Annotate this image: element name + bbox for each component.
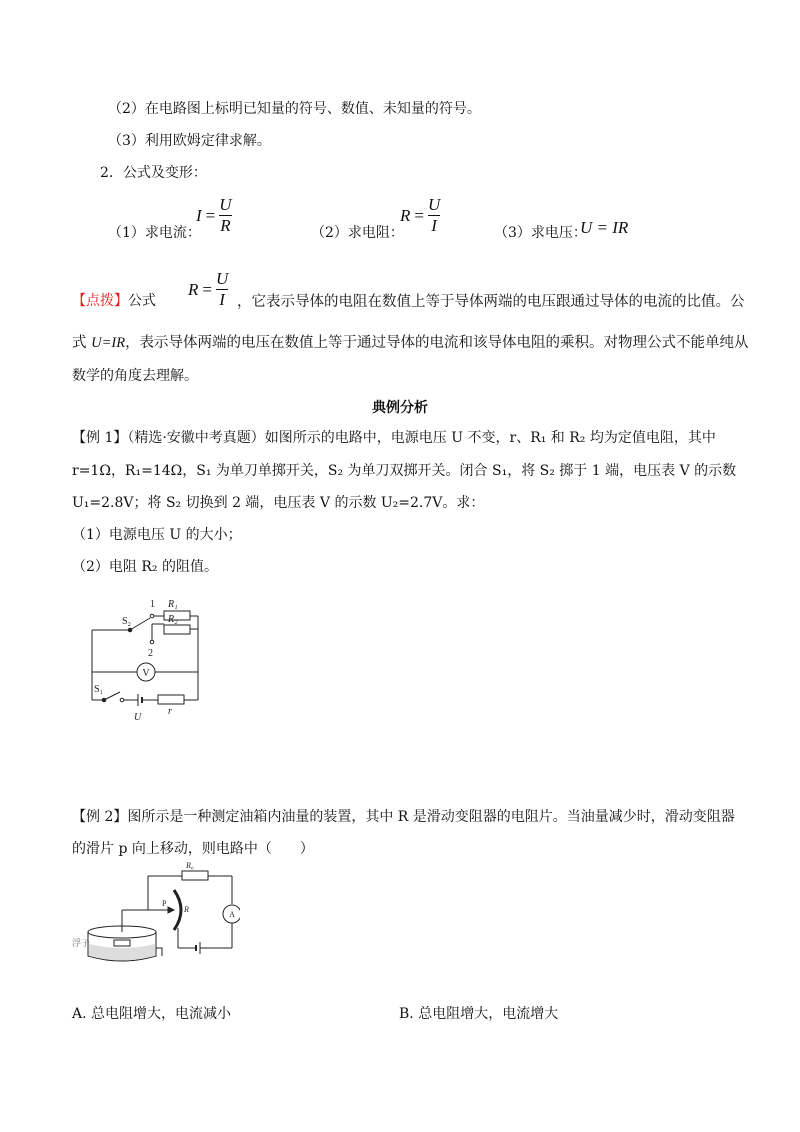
tip-line-1-rest: ，它表示导体的电阻在数值上等于导体两端的电压跟通过导体的电流的比值。公 bbox=[237, 294, 745, 310]
tip-formula: R = $\frac{U}{I}$ bbox=[188, 269, 229, 309]
formula-current: I = $\frac{U}{R}$ bbox=[196, 195, 232, 235]
formula-current-lhs: I bbox=[196, 205, 202, 225]
label-s2: S₂ bbox=[122, 616, 132, 627]
formula-resistance-frac bbox=[428, 196, 440, 235]
tip-line-2-eq: U=IR bbox=[91, 335, 126, 351]
formula-voltage: U = IR bbox=[580, 218, 629, 237]
example2-line-1: 【例 2】图所示是一种测定油箱内油量的装置，其中 R 是滑动变阻器的电阻片。当油量减少时，滑动变阻器 bbox=[72, 809, 735, 825]
tip-formula-frac bbox=[216, 270, 228, 309]
switch-s2-blade bbox=[130, 618, 150, 630]
tip-formula-den: I bbox=[219, 290, 225, 309]
tip-line-2 bbox=[72, 331, 749, 352]
label-r0: R₀ bbox=[186, 861, 194, 870]
label-s1: S₁ bbox=[94, 684, 104, 695]
tip-line-2-a: 式 bbox=[72, 335, 92, 351]
label-n1: 1 bbox=[150, 599, 155, 610]
contact-1 bbox=[150, 614, 154, 618]
step-2: （2）在电路图上标明已知量的符号、数值、未知量的符号。 bbox=[108, 101, 481, 117]
tip-tag: 【点拨】 bbox=[72, 293, 128, 309]
label-r2: R₂ bbox=[168, 614, 178, 625]
formula-heading: 2．公式及变形： bbox=[100, 165, 207, 181]
example2-line-2: 的滑片 p 向上移动，则电路中（ ） bbox=[72, 841, 314, 857]
resistor-r2 bbox=[164, 625, 190, 634]
switch-s1-blade bbox=[104, 692, 120, 700]
formula-current-num: U bbox=[219, 195, 232, 214]
formula-current-den: R bbox=[220, 216, 231, 235]
label-r1: R₁ bbox=[168, 599, 178, 610]
tip-line-3: 数学的角度去理解。 bbox=[72, 368, 198, 384]
label-u: U bbox=[134, 712, 142, 723]
tip-formula-num: U bbox=[215, 269, 229, 288]
example1-question-1: （1）电源电压 U 的大小； bbox=[72, 527, 242, 543]
example1-question-2: （2）电阻 R₂ 的阻值。 bbox=[72, 559, 218, 575]
step-3: （3）利用欧姆定律求解。 bbox=[108, 133, 271, 149]
float bbox=[114, 940, 130, 946]
label-p: P bbox=[162, 899, 167, 908]
circuit-diagram-1-drawing bbox=[80, 596, 220, 726]
formula-resistance-lhs: R bbox=[400, 205, 411, 225]
formula-resistance-label: （2）求电阻： bbox=[311, 225, 404, 241]
formula-current-frac bbox=[219, 196, 231, 235]
tap bbox=[156, 948, 162, 956]
example1-line-1: 【例 1】（精选·安徽中考真题）如图所示的电路中，电源电压 U 不变，r、R₁ 和 R₂ 均为定值电阻，其中 bbox=[72, 430, 716, 446]
example1-line-2: r=1Ω，R₁=14Ω，S₁ 为单刀单掷开关，S₂ 为单刀双掷开关。闭合 S₁，将 S₂ 掷于 1 端，电压表 V 的示数 bbox=[72, 463, 737, 479]
example1-line-3: U₁=2.8V；将 S₂ 切换到 2 端，电压表 V 的示数 U₂=2.7V。求： bbox=[72, 495, 485, 511]
formula-resistance-den: I bbox=[431, 216, 437, 235]
section-title: 典例分析 bbox=[372, 400, 428, 416]
option-a[interactable]: A. 总电阻增大，电流减小 bbox=[72, 1006, 232, 1022]
tip-prefix: 公式 bbox=[128, 293, 156, 309]
label-a: A bbox=[229, 910, 235, 919]
resistor-r0 bbox=[182, 871, 208, 880]
tip-line-1 bbox=[72, 290, 156, 310]
switch-s1-contact bbox=[120, 698, 124, 702]
contact-2 bbox=[150, 640, 154, 644]
formula-current-label: （1）求电流： bbox=[108, 225, 201, 241]
slider-p-arrow bbox=[168, 907, 174, 913]
label-float: 浮子 bbox=[72, 939, 91, 949]
resistor-r bbox=[158, 695, 184, 704]
formula-resistance: R = $\frac{U}{I}$ bbox=[400, 195, 441, 235]
label-n2: 2 bbox=[148, 648, 153, 659]
label-r: r bbox=[168, 706, 172, 717]
tip-formula-lhs: R bbox=[188, 279, 199, 299]
voltmeter-label: V bbox=[142, 668, 150, 679]
label-r: R bbox=[184, 905, 189, 914]
option-b[interactable]: B. 总电阻增大，电流增大 bbox=[399, 1006, 559, 1022]
formula-resistance-num: U bbox=[427, 195, 441, 214]
tip-line-2-b: ，表示导体两端的电压在数值上等于通过导体的电流和该导体电阻的乘积。对物理公式不能单纯从 bbox=[125, 335, 749, 351]
formula-voltage-label: （3）求电压： bbox=[494, 225, 587, 241]
oil-gauge-diagram bbox=[70, 860, 240, 970]
